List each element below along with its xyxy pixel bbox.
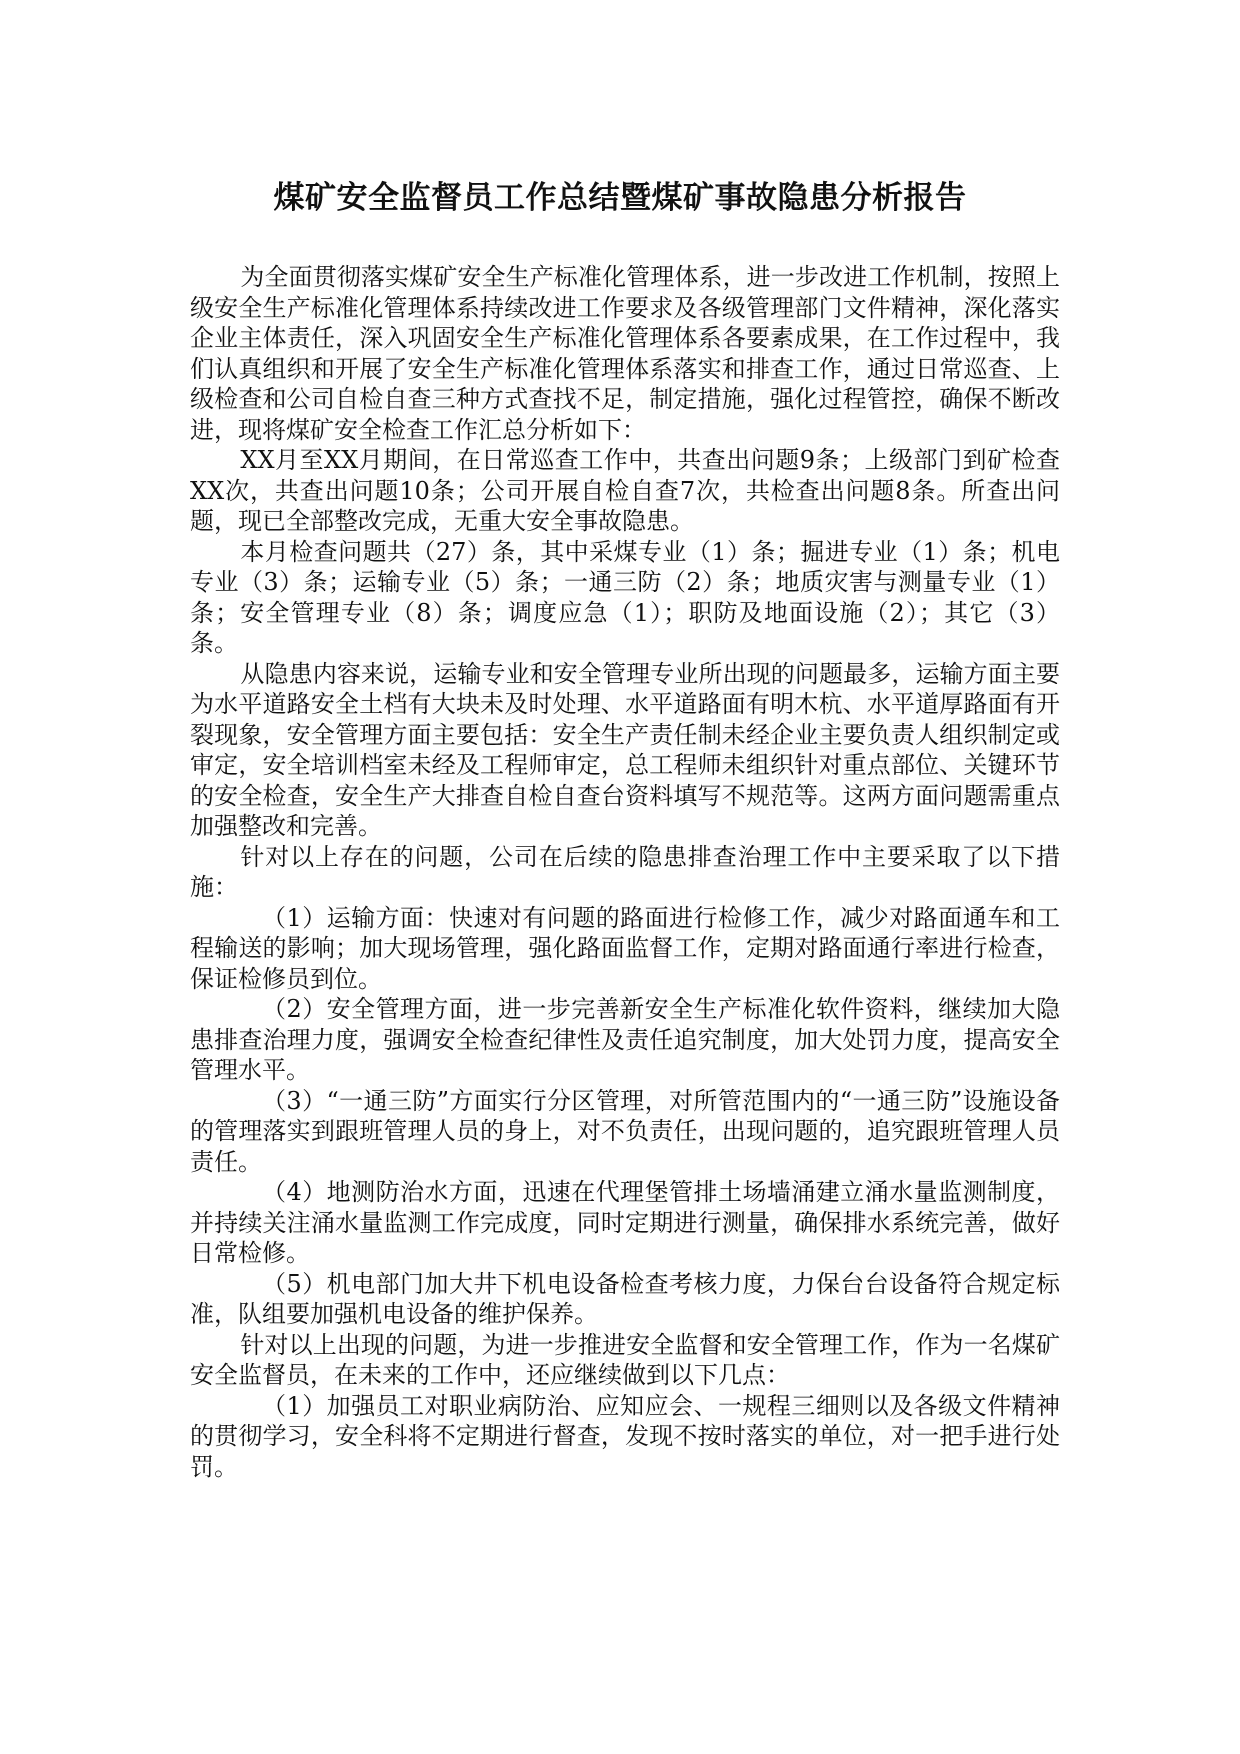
measure-item-safety-management: （2）安全管理方面，进一步完善新安全生产标准化软件资料，继续加大隐患排查治理力度，强调安全检查纪律性及责任追究制度，加大处罚力度，提高安全管理水平。 [190,995,1060,1084]
measure-item-transport: （1）运输方面：快速对有问题的路面进行检修工作，减少对路面通车和工程输送的影响；加大现场管理，强化路面监督工作，定期对路面通行率进行检查，保证检修员到位。 [190,903,1060,993]
document-body [190,262,1060,1482]
measure-item-ventilation: （3）“一通三防”方面实行分区管理，对所管范围内的“一通三防”设施设备的管理落实到跟班管理人员的身上，对不负责任，出现问题的，追究跟班管理人员责任。 [190,1086,1060,1176]
document-title: 煤矿安全监督员工作总结暨煤矿事故隐患分析报告 [273,180,967,216]
future-work-item-training: （1）加强员工对职业病防治、应知应会、一规程三细则以及各级文件精神的贯彻学习，安全科将不定期进行督查，发现不按时落实的单位，对一把手进行处罚。 [190,1391,1060,1481]
future-work-intro-paragraph: 针对以上出现的问题，为进一步推进安全监督和安全管理工作，作为一名煤矿安全监督员，在未来的工作中，还应继续做到以下几点： [190,1330,1060,1389]
measure-item-water-control: （4）地测防治水方面，迅速在代理堡管排土场墙涌建立涌水量监测制度，并持续关注涌水量监测工作完成度，同时定期进行测量，确保排水系统完善，做好日常检修。 [190,1178,1060,1267]
measures-intro-paragraph: 针对以上存在的问题，公司在后续的隐患排查治理工作中主要采取了以下措施： [190,842,1060,901]
measure-item-mechanical: （5）机电部门加大井下机电设备检查考核力度，力保台台设备符合规定标准，队组要加强机电设备的维护保养。 [190,1269,1060,1328]
inspection-summary-paragraph: XX月至XX月期间，在日常巡查工作中，共查出问题9条；上级部门到矿检查XX次，共查出问题10条；公司开展自检自查7次，共检查出问题8条。所查出问题，现已全部整改完成，无重大安全事故隐患。 [190,446,1060,535]
intro-paragraph: 为全面贯彻落实煤矿安全生产标准化管理体系，进一步改进工作机制，按照上级安全生产标准化管理体系持续改进工作要求及各级管理部门文件精神，深化落实企业主体责任，深入巩固安全生产标准化管理体系各要素成果，在工作过程中，我们认真组织和开展了安全生产标准化管理体系落实和排查工作，通过日常巡查、上级检查和公司自检自查三种方式查找不足，制定措施，强化过程管控，确保不断改进，现将煤矿安全检查工作汇总分析如下： [190,263,1060,444]
monthly-issues-paragraph: 本月检查问题共（27）条，其中采煤专业（1）条；掘进专业（1）条；机电专业（3）条；运输专业（5）条；一通三防（2）条；地质灾害与测量专业（1）条；安全管理专业（8）条；调度应急（1）；职防及地面设施（2）；其它（3）条。 [190,537,1060,657]
hazard-analysis-paragraph: 从隐患内容来说，运输专业和安全管理专业所出现的问题最多，运输方面主要为水平道路安全土档有大块未及时处理、水平道路面有明木杭、水平道厚路面有开裂现象，安全管理方面主要包括：安全生产责任制未经企业主要负责人组织制定或审定，安全培训档室未经及工程师审定，总工程师未组织针对重点部位、关键环节的安全检查，安全生产大排查自检自查台资料填写不规范等。这两方面问题需重点加强整改和完善。 [190,659,1060,840]
